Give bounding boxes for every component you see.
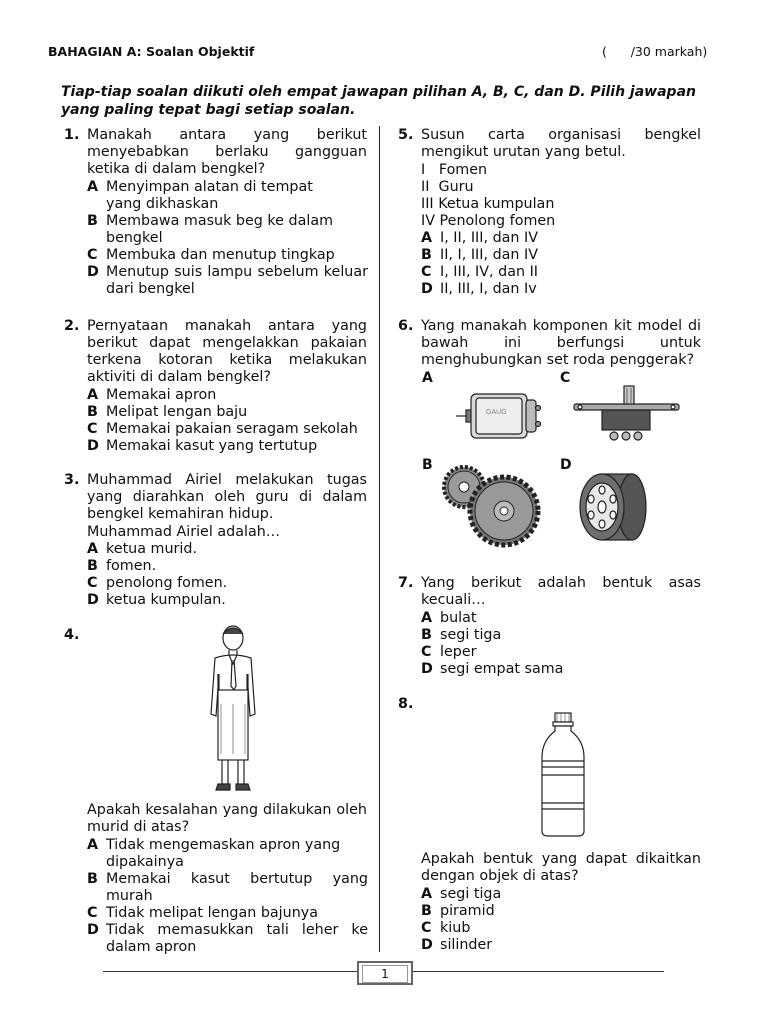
option-a-text: ketua murid.	[106, 541, 197, 557]
option-d-text: Menutup suis lampu sebelum keluar dari bengkel	[106, 264, 368, 297]
page-number: 1	[362, 965, 408, 983]
option-a[interactable]: A	[421, 886, 433, 902]
student-apron-illustration	[203, 624, 263, 799]
option-d-text: Tidak memasukkan tali leher ke dalam apron	[106, 922, 368, 955]
question-number: 5.	[398, 127, 414, 143]
option-d[interactable]: D	[87, 438, 99, 454]
question-text: Apakah bentuk yang dapat dikaitkan dengan objek di atas?	[421, 851, 701, 884]
option-d-text: silinder	[440, 937, 493, 953]
question-text: Yang manakah komponen kit model di bawah ini berfungsi untuk menghubungkan set roda penggerak?	[421, 318, 701, 368]
question-number: 3.	[64, 472, 80, 488]
option-c-text: kiub	[440, 920, 471, 936]
option-c-text: I, III, IV, dan II	[440, 264, 539, 280]
image-label-c: C	[560, 370, 571, 386]
option-b-text: Membawa masuk beg ke dalam bengkel	[106, 213, 334, 246]
question-text: Apakah kesalahan yang dilakukan oleh murid di atas?	[87, 802, 367, 835]
column-divider	[379, 126, 380, 952]
switch-image[interactable]	[574, 386, 684, 446]
question-number: 1.	[64, 127, 80, 143]
option-b-text: segi tiga	[440, 627, 502, 643]
option-b-text: piramid	[440, 903, 495, 919]
option-c[interactable]: C	[421, 264, 432, 280]
org-item-1: I Fomen	[421, 162, 488, 178]
org-item-4: IV Penolong fomen	[421, 213, 556, 229]
option-b[interactable]: B	[87, 213, 98, 229]
option-d[interactable]: D	[87, 264, 99, 280]
org-item-2: II Guru	[421, 179, 474, 195]
option-b[interactable]: B	[421, 627, 432, 643]
option-b[interactable]: B	[87, 871, 98, 887]
option-d[interactable]: D	[421, 661, 433, 677]
question-text-2: Muhammad Airiel adalah…	[87, 524, 281, 540]
option-b-text: II, I, III, dan IV	[440, 247, 539, 263]
option-c[interactable]: C	[87, 247, 98, 263]
option-b[interactable]: B	[87, 558, 98, 574]
option-c-text: penolong fomen.	[106, 575, 228, 591]
option-a-text: I, II, III, dan IV	[440, 230, 539, 246]
image-label-d: D	[560, 457, 572, 473]
option-a[interactable]: A	[87, 387, 99, 403]
option-c-text: Memakai pakaian seragam sekolah	[106, 421, 358, 437]
marks-box: ( /30 markah)	[602, 44, 708, 59]
option-d[interactable]: D	[421, 281, 433, 297]
option-b[interactable]: B	[87, 404, 98, 420]
option-c[interactable]: C	[421, 920, 432, 936]
option-a[interactable]: A	[87, 541, 99, 557]
option-d[interactable]: D	[421, 937, 433, 953]
option-b[interactable]: B	[421, 247, 432, 263]
option-c[interactable]: C	[87, 421, 98, 437]
question-text: Yang berikut adalah bentuk asas kecuali…	[421, 575, 701, 608]
option-a[interactable]: A	[421, 230, 433, 246]
option-a-text: bulat	[440, 610, 477, 626]
option-c[interactable]: C	[87, 575, 98, 591]
question-text: Muhammad Airiel melakukan tugas yang diarahkan oleh guru di dalam bengkel kemahiran hidup.	[87, 472, 367, 522]
option-d-text: segi empat sama	[440, 661, 564, 677]
bottle-illustration	[538, 713, 588, 838]
image-label-a: A	[422, 370, 433, 386]
question-number: 2.	[64, 318, 80, 334]
question-number: 7.	[398, 575, 414, 591]
option-a-text: Menyimpan alatan di tempat yang dikhaskan	[106, 179, 313, 212]
option-d[interactable]: D	[87, 922, 99, 938]
option-d-text: II, III, I, dan Iv	[440, 281, 537, 297]
question-number: 6.	[398, 318, 414, 334]
org-item-3: III Ketua kumpulan	[421, 196, 555, 212]
wheel-image[interactable]	[578, 470, 658, 545]
page-number-box	[357, 961, 413, 985]
question-text: Manakah antara yang berikut menyebabkan berlaku gangguan ketika di dalam bengkel?	[87, 127, 367, 177]
option-b-text: Memakai kasut bertutup yang murah	[106, 871, 368, 904]
option-b-text: fomen.	[106, 558, 157, 574]
section-title: BAHAGIAN A: Soalan Objektif	[48, 44, 255, 59]
option-c-text: Membuka dan menutup tingkap	[106, 247, 335, 263]
option-a-text: Memakai apron	[106, 387, 217, 403]
option-c[interactable]: C	[421, 644, 432, 660]
option-d-text: ketua kumpulan.	[106, 592, 226, 608]
question-number: 4.	[64, 627, 80, 643]
question-text: Pernyataan manakah antara yang berikut dapat mengelakkan pakaian terkena kotoran ketika melakukan aktiviti di dalam bengkel?	[87, 318, 367, 385]
option-b[interactable]: B	[421, 903, 432, 919]
option-a-text: segi tiga	[440, 886, 502, 902]
motor-image[interactable]	[456, 386, 546, 446]
option-a[interactable]: A	[87, 179, 99, 195]
option-c-text: leper	[440, 644, 477, 660]
option-a-text: Tidak mengemaskan apron yang dipakainya	[106, 837, 341, 870]
option-b-text: Melipat lengan baju	[106, 404, 248, 420]
option-d-text: Memakai kasut yang tertutup	[106, 438, 318, 454]
option-a[interactable]: A	[421, 610, 433, 626]
question-text: Susun carta organisasi bengkel mengikut urutan yang betul.	[421, 127, 701, 160]
instructions: Tiap-tiap soalan diikuti oleh empat jawapan pilihan A, B, C, dan D. Pilih jawapan yang paling tepat bagi setiap soalan.	[61, 84, 696, 118]
option-d[interactable]: D	[87, 592, 99, 608]
option-c-text: Tidak melipat lengan bajunya	[106, 905, 319, 921]
option-a[interactable]: A	[87, 837, 99, 853]
gear-image[interactable]	[442, 465, 552, 550]
question-number: 8.	[398, 696, 414, 712]
option-c[interactable]: C	[87, 905, 98, 921]
motor-brand-text: GAUG	[486, 409, 507, 416]
question-6	[398, 318, 703, 558]
image-label-b: B	[422, 457, 433, 473]
